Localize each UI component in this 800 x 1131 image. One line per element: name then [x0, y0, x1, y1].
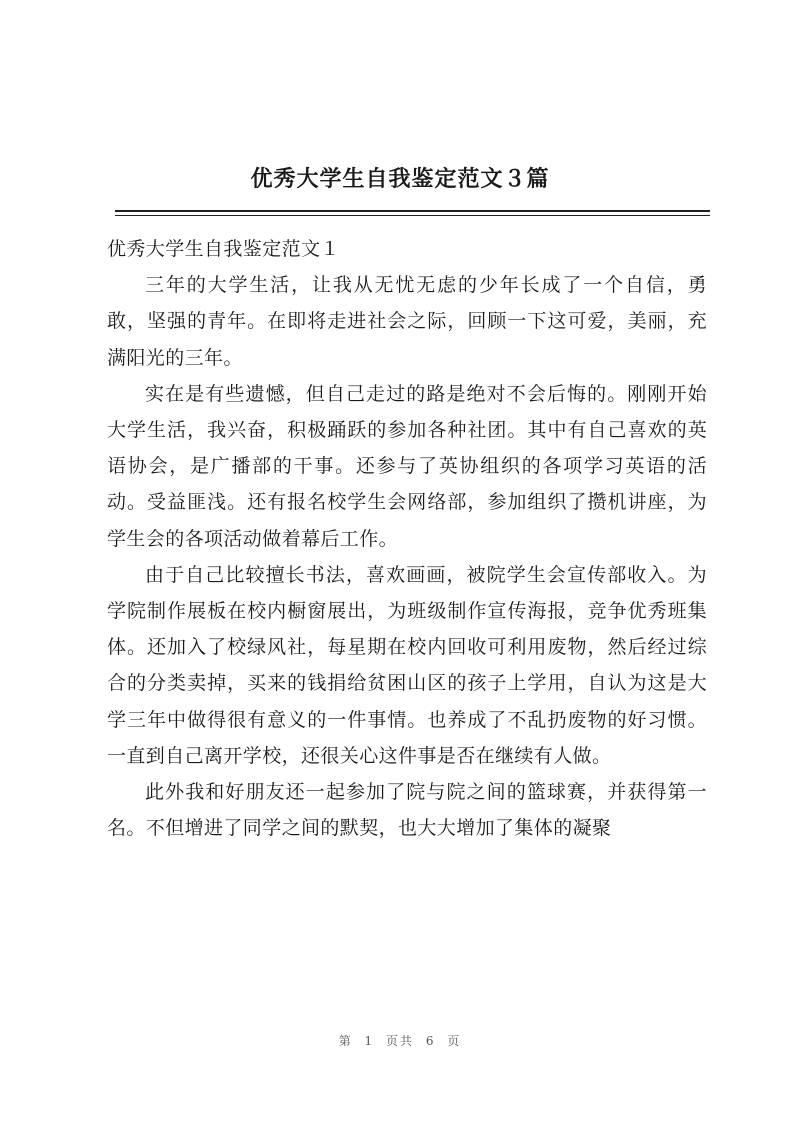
section-heading: 优秀大学生自我鉴定范文１ — [107, 238, 340, 260]
paragraph: 实在是有些遗憾，但自己走过的路是绝对不会后悔的。刚刚开始大学生活，我兴奋，积极踊跃的参加各种社团。其中有自己喜欢的英语协会，是广播部的干事。还参与了英协组织的各项学习英语的活动。受益匪浅。还有报名校学生会网络部，参加组织了攒机讲座，为学生会的各项活动做着幕后工作。 — [107, 382, 707, 550]
title-divider — [115, 210, 710, 212]
document-body — [107, 231, 707, 846]
title-divider-thin — [115, 215, 710, 216]
page-footer: 第 1 页共 6 页 — [338, 1034, 462, 1048]
paragraph: 由于自己比较擅长书法，喜欢画画，被院学生会宣传部收入。为学院制作展板在校内橱窗展出，为班级制作宣传海报，竞争优秀班集体。还加入了校绿风社，每星期在校内回收可利用废物，然后经过综合的分类卖掉，买来的钱捐给贫困山区的孩子上学用，自认为这是大学三年中做得很有意义的一件事情。也养成了不乱扔废物的好习惯。一直到自己离开学校，还很关心这件事是否在继续有人做。 — [107, 563, 707, 767]
document-title: 优秀大学生自我鉴定范文３篇 — [250, 166, 550, 192]
paragraph: 此外我和好朋友还一起参加了院与院之间的篮球赛，并获得第一名。不但增进了同学之间的默契，也大大增加了集体的凝聚 — [107, 781, 707, 840]
paragraph: 三年的大学生活，让我从无忧无虑的少年长成了一个自信，勇敢，坚强的青年。在即将走进社会之际，回顾一下这可爱，美丽，充满阳光的三年。 — [107, 274, 707, 369]
